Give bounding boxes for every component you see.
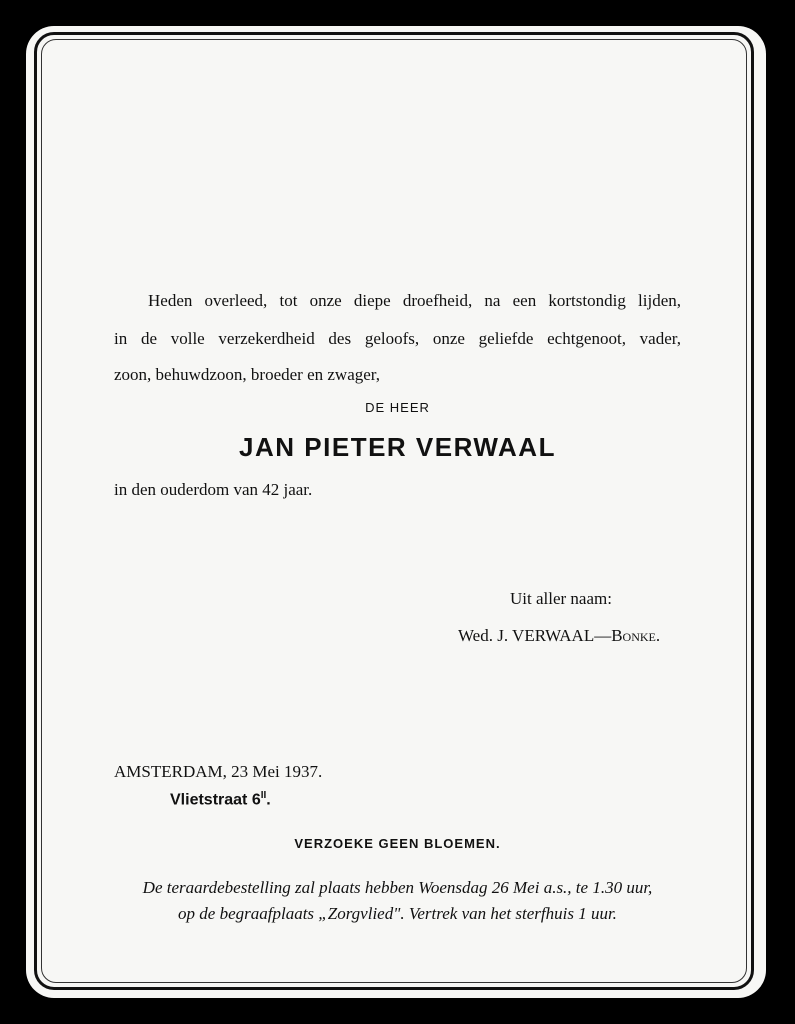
signature-maiden-name: Bonke [611,626,656,645]
signature-prefix: Wed. J. VERWAAL— [458,626,612,645]
signature-name [458,626,660,646]
street-name: Vlietstraat 6 [170,791,261,809]
street-floor: II [260,790,267,801]
funeral-line-1: De teraardebestelling zal plaats hebben Woensdag 26 Mei a.s., te 1.30 uur, [142,878,653,897]
age-line: in den ouderdom van 42 jaar. [114,480,313,499]
no-flowers-request: VERZOEKE GEEN BLOEMEN. [294,836,501,851]
signature-intro: Uit aller naam: [510,589,612,608]
notice-line-3: zoon, behuwdzoon, broeder en zwager, [114,365,381,384]
funeral-line-2: op de begraafplaats „Zorgvlied". Vertrek van het sterfhuis 1 uur. [178,904,617,923]
deceased-name: JAN PIETER VERWAAL [239,432,556,462]
street-end: . [266,791,271,809]
street-address [170,790,271,809]
signature-suffix: . [655,626,661,645]
honorific-title: DE HEER [365,400,430,415]
notice-line-2: in de volle verzekerdheid des geloofs, onze geliefde echtgenoot, vader, [114,329,681,348]
place-date-line: AMSTERDAM, 23 Mei 1937. [114,762,323,781]
notice-line-1: Heden overleed, tot onze diepe droefheid, na een kortstondig lijden, [148,291,681,310]
